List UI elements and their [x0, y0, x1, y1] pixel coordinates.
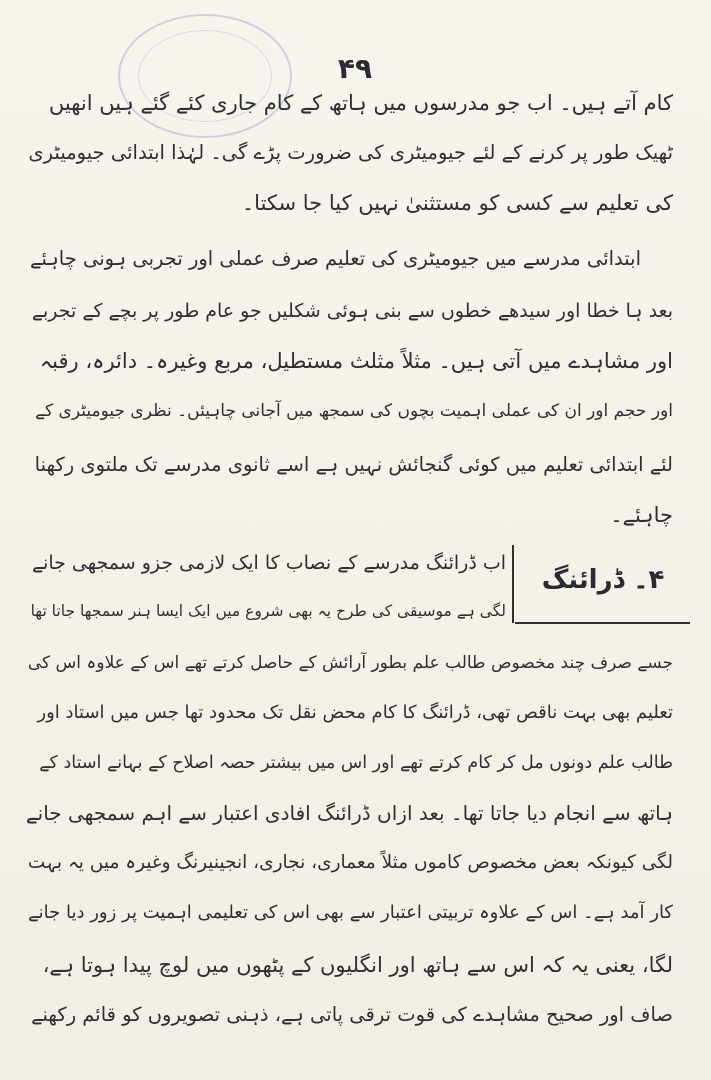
section-heading-underline [515, 622, 690, 624]
text-line: اور حجم اور ان کی عملی اہمیت بچوں کی سمجھ میں آجانی چاہیئں۔ نظری جیومیٹری کے [35, 401, 673, 421]
text-line: بعد ہا خطا اور سیدھے خطوں سے بنی ہوئی شکلیں جو عام طور پر بچے کے تجربے [31, 300, 673, 322]
text-line: ابتدائی مدرسے میں جیومیٹری کی تعلیم صرف عملی اور تجربی ہونی چاہئے [30, 247, 641, 270]
text-line: اب ڈرائنگ مدرسے کے نصاب کا ایک لازمی جزو سمجھی جانے [31, 552, 506, 574]
text-line: تعلیم بھی بہت ناقص تھی، ڈرائنگ کا کام محض نقل تک محدود تھا جس میں استاد اور [37, 702, 673, 723]
text-line: طالب علم دونوں مل کر کام کرتے تھے اور اس میں بیشتر حصہ اصلاح کے بہانے استاد کے [39, 753, 673, 773]
text-line: لگی کیونکہ بعض مخصوص کاموں مثلاً معماری، نجاری، انجینیرنگ وغیرہ میں یہ بہت [27, 852, 673, 873]
text-line: کی تعلیم سے کسی کو مستثنیٰ نہیں کیا جا سکتا۔ [241, 191, 673, 215]
section-heading-divider [512, 545, 514, 623]
text-line: صاف اور صحیح مشاہدے کی قوت ترقی پاتی ہے، ذہنی تصویروں کو قائم رکھنے [31, 1003, 673, 1026]
library-stamp-icon [118, 14, 292, 138]
text-line: لگی ہے موسیقی کی طرح یہ بھی شروع میں ایک ایسا ہنر سمجھا جاتا تھا [30, 602, 506, 620]
text-line: لئے ابتدائی تعلیم میں کوئی گنجائش نہیں ہے اسے ثانوی مدرسے تک ملتوی رکھنا [34, 453, 673, 476]
page-number: ۴۹ [337, 52, 373, 85]
text-line: ٹھیک طور پر کرنے کے لئے جیومیٹری کی ضرورت پڑے گی۔ لہٰذا ابتدائی جیومیٹری [28, 141, 673, 164]
text-line: ہاتھ سے انجام دیا جاتا تھا۔ بعد ازاں ڈرائنگ افادی اعتبار سے اہم سمجھی جانے [25, 801, 673, 825]
text-line: چاہئے۔ [610, 503, 673, 527]
text-line: کام آتے ہیں۔ اب جو مدرسوں میں ہاتھ کے کام جاری کئے گئے ہیں انھیں [48, 91, 673, 115]
section-heading: ۴۔ ڈرائنگ [541, 565, 665, 595]
text-line: لگا، یعنی یہ کہ اس سے ہاتھ اور انگلیوں کے پٹھوں میں لوچ پیدا ہوتا ہے، [42, 953, 673, 977]
text-line: اور مشاہدے میں آتی ہیں۔ مثلاً مثلث مستطیل، مربع وغیرہ۔ دائرہ، رقبہ [39, 349, 673, 373]
text-line: جسے صرف چند مخصوص طالب علم بطور آرائش کے حاصل کرتے تھے اس کے علاوہ اس کی [27, 653, 673, 673]
text-line: کار آمد ہے۔ اس کے علاوہ تربیتی اعتبار سے بھی اس کی تعلیمی اہمیت پر زور دیا جانے [28, 902, 673, 923]
